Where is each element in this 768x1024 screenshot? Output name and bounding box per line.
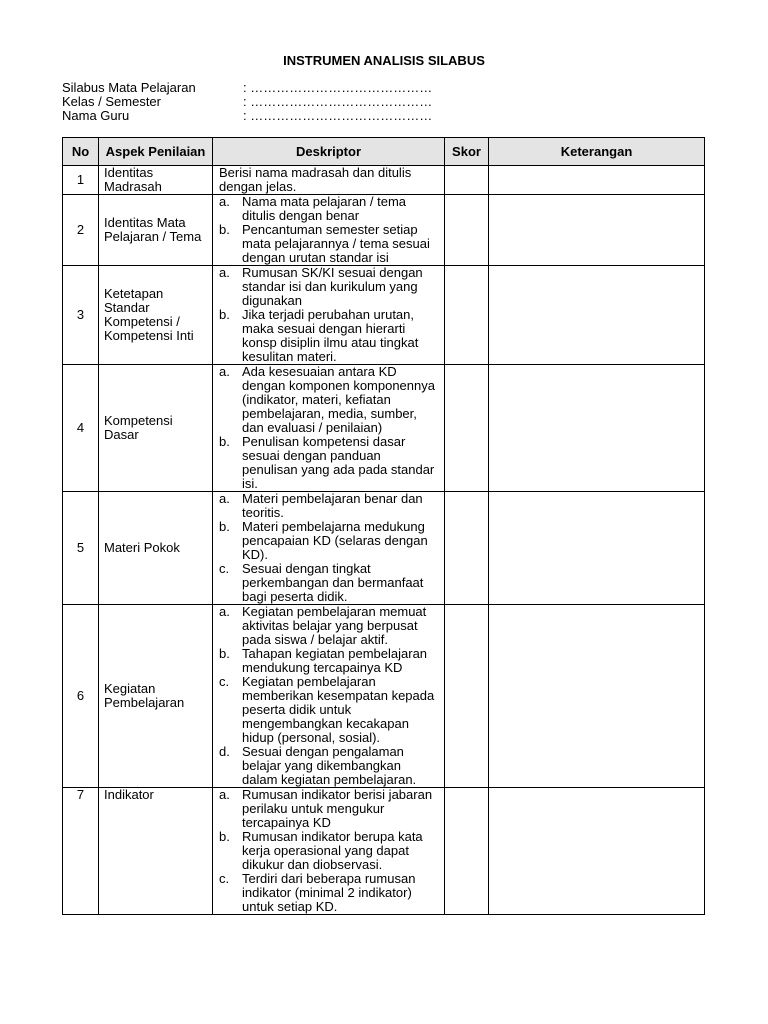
cell-skor[interactable] — [445, 266, 489, 365]
cell-deskriptor — [213, 365, 445, 492]
table-row — [63, 788, 705, 915]
meta-value: : …………………………………… — [243, 80, 433, 95]
item-letter: a. — [219, 194, 230, 209]
item-letter: a. — [219, 265, 230, 280]
meta-row-guru — [62, 109, 432, 123]
cell-aspek: Kompetensi Dasar — [99, 365, 213, 492]
cell-keterangan[interactable] — [489, 788, 705, 915]
cell-aspek: Identitas Madrasah — [99, 166, 213, 195]
item-text: Rumusan indikator berisi jabaran perilaku untuk mengukur tercapainya KD — [242, 787, 433, 830]
table-row — [63, 166, 705, 195]
table-row — [63, 492, 705, 605]
cell-skor[interactable] — [445, 492, 489, 605]
item-text: Nama mata pelajaran / tema ditulis dengan benar — [242, 194, 407, 223]
item-text: Materi pembelajaran benar dan teoritis. — [242, 491, 423, 520]
cell-aspek: Identitas Mata Pelajaran / Tema — [99, 195, 213, 266]
cell-skor[interactable] — [445, 788, 489, 915]
cell-deskriptor — [213, 605, 445, 788]
descriptor-text: Berisi nama madrasah dan ditulis dengan jelas. — [219, 165, 412, 194]
cell-keterangan[interactable] — [489, 605, 705, 788]
cell-keterangan[interactable] — [489, 195, 705, 266]
item-text: Materi pembelajarna medukung pencapaian KD (selaras dengan KD). — [242, 519, 428, 562]
cell-deskriptor — [213, 788, 445, 915]
cell-deskriptor — [213, 492, 445, 605]
header-no: No — [63, 138, 99, 166]
cell-no: 4 — [63, 365, 99, 492]
item-letter: b. — [219, 434, 230, 449]
item-text: Kegiatan pembelajaran memberikan kesempatan kepada peserta didik untuk mengembangkan kecakapan hidup (personal, sosial). — [242, 674, 435, 745]
cell-deskriptor — [213, 195, 445, 266]
descriptor-item — [219, 308, 438, 364]
item-letter: b. — [219, 829, 230, 844]
header-keterangan: Keterangan — [489, 138, 705, 166]
item-text: Pencantuman semester setiap mata pelajarannya / tema sesuai dengan urutan standar isi — [242, 222, 430, 265]
table-row — [63, 266, 705, 365]
cell-skor[interactable] — [445, 365, 489, 492]
cell-no: 6 — [63, 605, 99, 788]
cell-no: 1 — [63, 166, 99, 195]
cell-skor[interactable] — [445, 195, 489, 266]
meta-fields — [62, 81, 432, 123]
item-letter: a. — [219, 787, 230, 802]
item-letter: c. — [219, 674, 230, 689]
analysis-table — [62, 137, 705, 915]
table-header-row — [63, 138, 705, 166]
item-letter: c. — [219, 871, 230, 886]
descriptor-item — [219, 435, 438, 491]
table-body — [63, 166, 705, 915]
cell-keterangan[interactable] — [489, 365, 705, 492]
descriptor-item — [219, 647, 438, 675]
descriptor-item — [219, 365, 438, 435]
descriptor-item — [219, 223, 438, 265]
table-row — [63, 195, 705, 266]
descriptor-item — [219, 745, 438, 787]
descriptor-item — [219, 872, 438, 914]
table-row — [63, 605, 705, 788]
descriptor-item — [219, 266, 438, 308]
cell-aspek: Kegiatan Pembelajaran — [99, 605, 213, 788]
descriptor-item — [219, 492, 438, 520]
item-letter: b. — [219, 307, 230, 322]
meta-row-silabus — [62, 81, 432, 95]
table-row — [63, 365, 705, 492]
item-text: Jika terjadi perubahan urutan, maka sesuai dengan hierarti konsp disiplin ilmu atau tingkat kesulitan materi. — [242, 307, 419, 364]
item-text: Ada kesesuaian antara KD dengan komponen komponennya (indikator, materi, kefiatan pembelajaran, media, sumber, dan evaluasi / penilaian) — [242, 364, 435, 435]
item-text: Penulisan kompetensi dasar sesuai dengan panduan penulisan yang ada pada standar isi. — [242, 434, 435, 491]
item-letter: c. — [219, 561, 230, 576]
cell-deskriptor — [213, 166, 445, 195]
cell-keterangan[interactable] — [489, 166, 705, 195]
meta-row-kelas — [62, 95, 432, 109]
item-letter: d. — [219, 744, 230, 759]
cell-keterangan[interactable] — [489, 492, 705, 605]
descriptor-item — [219, 675, 438, 745]
descriptor-item — [219, 562, 438, 604]
item-letter: a. — [219, 364, 230, 379]
item-text: Sesuai dengan pengalaman belajar yang dikembangkan dalam kegiatan pembelajaran. — [242, 744, 417, 787]
document-title: INSTRUMEN ANALISIS SILABUS — [283, 53, 485, 68]
item-text: Sesuai dengan tingkat perkembangan dan bermanfaat bagi peserta didik. — [242, 561, 424, 604]
descriptor-item — [219, 788, 438, 830]
item-letter: b. — [219, 646, 230, 661]
cell-no: 5 — [63, 492, 99, 605]
header-skor: Skor — [445, 138, 489, 166]
cell-aspek: Indikator — [99, 788, 213, 915]
item-text: Kegiatan pembelajaran memuat aktivitas belajar yang berpusat pada siswa / belajar aktif. — [242, 604, 427, 647]
cell-skor[interactable] — [445, 166, 489, 195]
item-text: Rumusan indikator berupa kata kerja operasional yang dapat dikukur dan diobservasi. — [242, 829, 423, 872]
cell-keterangan[interactable] — [489, 266, 705, 365]
descriptor-item — [219, 520, 438, 562]
cell-aspek: Materi Pokok — [99, 492, 213, 605]
descriptor-item — [219, 605, 438, 647]
descriptor-item — [219, 195, 438, 223]
cell-no: 2 — [63, 195, 99, 266]
cell-no: 3 — [63, 266, 99, 365]
descriptor-item — [219, 830, 438, 872]
meta-value: : …………………………………… — [243, 94, 433, 109]
header-aspek: Aspek Penilaian — [99, 138, 213, 166]
item-letter: b. — [219, 519, 230, 534]
cell-deskriptor — [213, 266, 445, 365]
meta-label: Kelas / Semester — [62, 94, 161, 109]
meta-label: Silabus Mata Pelajaran — [62, 80, 196, 95]
cell-no: 7 — [63, 788, 99, 915]
item-letter: a. — [219, 604, 230, 619]
meta-value: : …………………………………… — [243, 108, 433, 123]
header-deskriptor: Deskriptor — [213, 138, 445, 166]
item-letter: a. — [219, 491, 230, 506]
item-text: Terdiri dari beberapa rumusan indikator (minimal 2 indikator) untuk setiap KD. — [242, 871, 416, 914]
item-text: Tahapan kegiatan pembelajaran mendukung tercapainya KD — [242, 646, 428, 675]
cell-aspek: Ketetapan Standar Kompetensi / Kompetensi Inti — [99, 266, 213, 365]
cell-skor[interactable] — [445, 605, 489, 788]
item-text: Rumusan SK/KI sesuai dengan standar isi dan kurikulum yang digunakan — [242, 265, 423, 308]
meta-label: Nama Guru — [62, 108, 130, 123]
item-letter: b. — [219, 222, 230, 237]
